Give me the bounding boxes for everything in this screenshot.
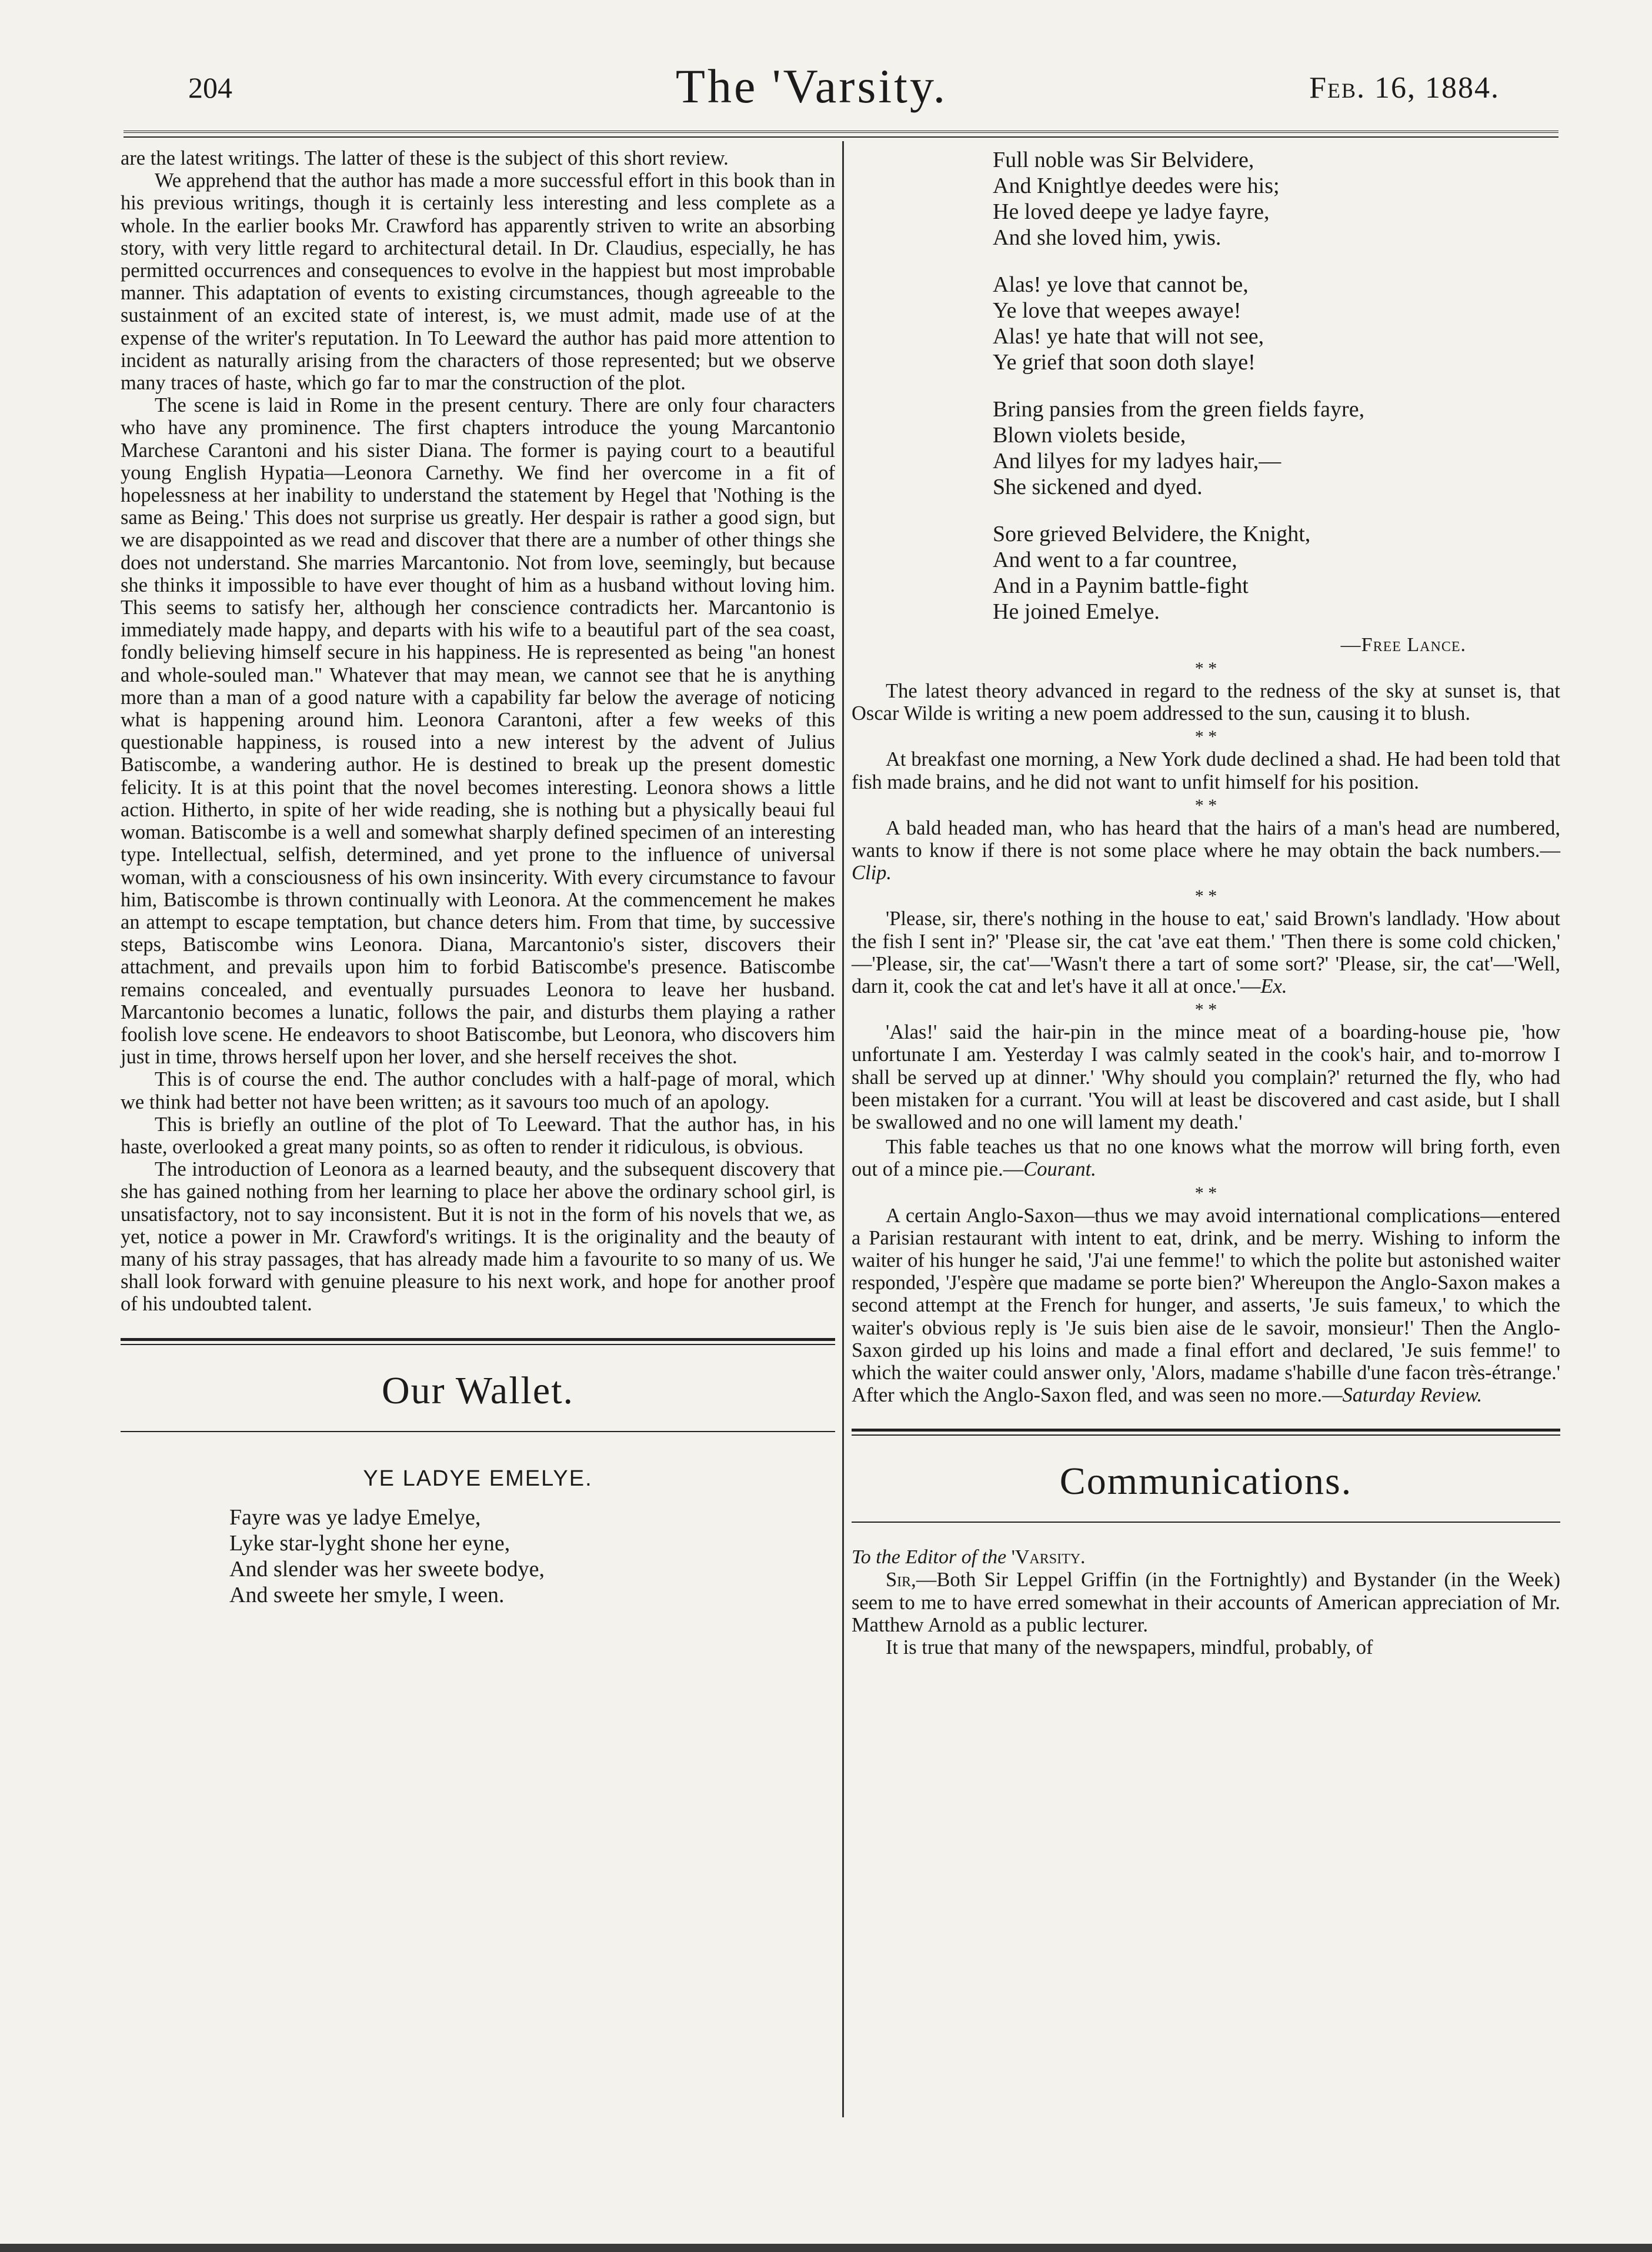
review-paragraph: We apprehend that the author has made a more successful effort in this book than in his previous writings, though it is certainly less interesting and less complete as a whole. In the earlier books Mr. Crawford has apparently striven to write an absorbing story, with very little regard to architectural detail. In Dr. Claudius, especially, he has permitted occurrences and consequences to evolve in the happiest but most improbable manner. This adaptation of events to existing circumstances, though agreeable to the sustainment of an excited state of interest, is, we must admit, made use of at the expense of the writer's reputation. In To Leeward the author has paid more attention to incident as naturally arising from the characters of those represented; but we observe many traces of haste, which go far to mar the construction of the plot.	[121, 169, 835, 395]
poem-line: He joined Emelye.	[993, 599, 1160, 624]
review-paragraph: are the latest writings. The latter of these is the subject of this short review.	[121, 147, 729, 169]
review-paragraph: The scene is laid in Rome in the present century. There are only four characters who have any prominence. The first chapters introduce the young Marcantonio Marchese Carantoni and his sister Diana. The former is paying court to a beautiful young English Hypatia—Leonora Carnethy. We find her overcome in a fit of hopelessness at her inability to understand the statement by Hegel that 'Nothing is the same as Being.' This does not surprise us greatly. Her despair is rather a good sign, but we are disappointed as we read and discover that there are a number of other things she does not understand. She marries Marcantonio. Not from love, seemingly, but because she thinks it impossible to have ever thought of him as a husband without loving him. This seems to satisfy her, although her conscience contradicts her. Marcantonio is immediately made happy, and departs with his wife to a beautiful part of the sea coast, fondly believing himself secure in his happiness. He is represented as being "an honest and whole-souled man." Whatever that may mean, we cannot see that he is anything more than a man of a good nature with a capability far below the average of noticing what is happening around him. Leonora Carantoni, after a few weeks of this questionable happiness, is roused into a new interest by the advent of Julius Batiscombe, a wandering author. He is destined to break up the present domestic felicity. It is at this point that the novel becomes interesting. Leonora shows a little action. Hitherto, in spite of her wide reading, she is nothing but a physically beaui ful woman. Batiscombe is a well and somewhat sharply defined specimen of an interesting type. Intellectual, selfish, determined, and yet prone to the influence of universal woman, with a consciousness of his own insincerity. With every circumstance to favour him, Batiscombe is thrown continually with Leonora. At the commencement he makes an attempt to escape temptation, but chance deters him. From that time, by successive steps, Batiscombe wins Leonora. Diana, Marcantonio's sister, discovers their attachment, and prevails upon him to forbid Batiscombe's presence. Batiscombe remains concealed, and eventually pursuades Leonora to leave her husband. Marcantonio becomes a lunatic, follows the pair, and disturbs them playing a rather foolish love scene. He endeavors to shoot Batiscombe, but Leonora, who discovers him just in time, throws herself upon her lover, and she herself receives the shot.	[121, 394, 835, 1069]
page-number: 204	[188, 71, 232, 104]
asterism-separator: * *	[1194, 795, 1217, 815]
poem-line: And went to a far countree,	[993, 548, 1237, 572]
poem-line: And slender was her sweete bodye,	[229, 1556, 545, 1582]
page-header	[124, 59, 1500, 124]
poem-line: Blown violets beside,	[993, 423, 1186, 448]
section-rule	[121, 1338, 835, 1345]
poem-line: Ye grief that soon doth slaye!	[993, 350, 1256, 375]
section-heading-communications: Communications.	[1059, 1460, 1353, 1503]
item-source: Courant.	[1023, 1158, 1096, 1181]
poem-line: And she loved him, ywis.	[993, 225, 1222, 250]
poem-author: —Free Lance.	[1340, 634, 1466, 656]
issue-date: Feb. 16, 1884.	[1309, 71, 1500, 105]
poem-line: And lilyes for my ladyes hair,—	[993, 449, 1281, 473]
wallet-item: The latest theory advanced in regard to the redness of the sky at sunset is, that Oscar Wilde is writing a new poem addressed to the sun, causing it to blush.	[852, 680, 1560, 725]
letter-salutation: To the Editor of the 'Varsity.	[852, 1546, 1086, 1569]
poem-line: He loved deepe ye ladye fayre,	[993, 199, 1270, 224]
wallet-item: 'Alas!' said the hair-pin in the mince meat of a boarding-house pie, 'how unfortunate I am. Yesterday I was calmly seated in the cook's hair, and to-morrow I shall be served up at dinner.' 'Why should you complain?' returned the fly, who had been mistaken for a currant. 'You will at least be discovered and cast aside, but I shall be swallowed and no one will lament my death.'	[852, 1021, 1560, 1134]
poem-line: Ye love that weepes awaye!	[993, 298, 1241, 323]
masthead-title: The 'Varsity.	[675, 59, 948, 113]
wallet-item: 'Please, sir, there's nothing in the house to eat,' said Brown's landlady. 'How about the fish I sent in?' 'Please sir, the cat 'ave eat them.' 'Then there is some cold chicken,' —'Please, sir, the cat'—'Wasn't there a tart of some sort?' 'Please, sir, the cat'—'Well, darn it, cook the cat and let's have it all at once.'—Ex.	[852, 908, 1560, 998]
section-subrule	[121, 1431, 835, 1432]
poem-line: Full noble was Sir Belvidere,	[993, 148, 1254, 172]
asterism-separator: * *	[1194, 1000, 1217, 1020]
left-column	[121, 147, 835, 2206]
wallet-item: At breakfast one morning, a New York dude declined a shad. He had been told that fish made brains, and he did not want to unfit himself for his position.	[852, 748, 1560, 793]
letter-paragraph: Sir,—Both Sir Leppel Griffin (in the Fortnightly) and Bystander (in the Week) seem to me to have erred somewhat in their accounts of American appreciation of Mr. Matthew Arnold as a public lecturer.	[852, 1569, 1560, 1636]
wallet-item: A certain Anglo-Saxon—thus we may avoid international complications—entered a Parisian restaurant with intent to eat, drink, and be merry. Wishing to inform the waiter of his hunger he said, 'J'ai une femme!' to which the polite but astonished waiter responded, 'J'espère que madame se porte bien?' Whereupon the Anglo-Saxon makes a second attempt at the French for hunger, and asserts, 'Je suis fameux,' to which the waiter's obvious reply is 'Je suis bien aise de le savoir, monsieur!' Then the Anglo-Saxon girded up his loins and made a final effort and declared, 'Je suis femme!' to which the waiter could answer only, 'Alors, madame s'habille d'une facon très-étrange.' After which the Anglo-Saxon fled, and was seen no more.—Saturday Review.	[852, 1204, 1560, 1407]
poem-line: She sickened and dyed.	[993, 475, 1203, 499]
column-divider	[842, 141, 844, 2117]
asterism-separator: * *	[1194, 659, 1217, 678]
letter-paragraph: It is true that many of the newspapers, mindful, probably, of	[886, 1636, 1373, 1659]
poem-line: And sweete her smyle, I ween.	[229, 1582, 505, 1607]
header-rule	[124, 131, 1558, 138]
poem-line: And in a Paynim battle-fight	[993, 573, 1249, 598]
item-source: Ex.	[1260, 975, 1287, 998]
asterism-separator: * *	[1194, 727, 1217, 747]
item-source: Clip.	[852, 862, 892, 885]
asterism-separator: * *	[1194, 1183, 1217, 1203]
poem-stanza	[852, 521, 1560, 625]
poem-line: Bring pansies from the green fields fayre,	[993, 397, 1365, 422]
scan-edge	[0, 2244, 1652, 2252]
poem-line: Fayre was ye ladye Emelye,	[229, 1504, 481, 1530]
poem-line: Alas! ye hate that will not see,	[993, 324, 1264, 349]
poem-line: Lyke star-lyght shone her eyne,	[229, 1530, 510, 1556]
section-rule	[852, 1429, 1560, 1436]
section-subrule	[852, 1522, 1560, 1523]
right-column	[852, 147, 1560, 2206]
poem-line: Sore grieved Belvidere, the Knight,	[993, 522, 1311, 546]
poem-title: YE LADYE EMELYE.	[363, 1466, 593, 1491]
poem-stanza	[852, 396, 1560, 500]
poem-line: Alas! ye love that cannot be,	[993, 272, 1249, 297]
book-review	[121, 147, 835, 1316]
poem-line: And Knightlye deedes were his;	[993, 174, 1280, 198]
section-heading-wallet: Our Wallet.	[381, 1369, 575, 1412]
poem-stanza	[852, 147, 1560, 251]
poem-stanza	[852, 272, 1560, 375]
asterism-separator: * *	[1194, 886, 1217, 906]
review-paragraph: This is briefly an outline of the plot of To Leeward. That the author has, in his haste, overlooked a great many points, so as often to render it ridiculous, is obvious.	[121, 1113, 835, 1158]
wallet-item: This fable teaches us that no one knows what the morrow will bring forth, even out of a mince pie.—Courant.	[852, 1136, 1560, 1181]
wallet-item: A bald headed man, who has heard that the hairs of a man's head are numbered, wants to know if there is not some place where he may obtain the back numbers.—Clip.	[852, 816, 1560, 885]
review-paragraph: This is of course the end. The author concludes with a half-page of moral, which we think had better not have been written; as it savours too much of an apology.	[121, 1068, 835, 1113]
item-source: Saturday Review.	[1342, 1384, 1483, 1407]
review-paragraph: The introduction of Leonora as a learned beauty, and the subsequent discovery that she has gained nothing from her learning to place her above the ordinary school girl, is unsatisfactory, not to say inconsistent. But it is not in the form of his novels that we, as yet, notice a power in Mr. Crawford's writings. It is the originality and the beauty of many of his stray passages, that has already made him a favourite to so many of us. We shall look forward with genuine pleasure to his next work, and hope for another proof of his undoubted talent.	[121, 1158, 835, 1316]
poem-stanza	[121, 1504, 835, 1608]
